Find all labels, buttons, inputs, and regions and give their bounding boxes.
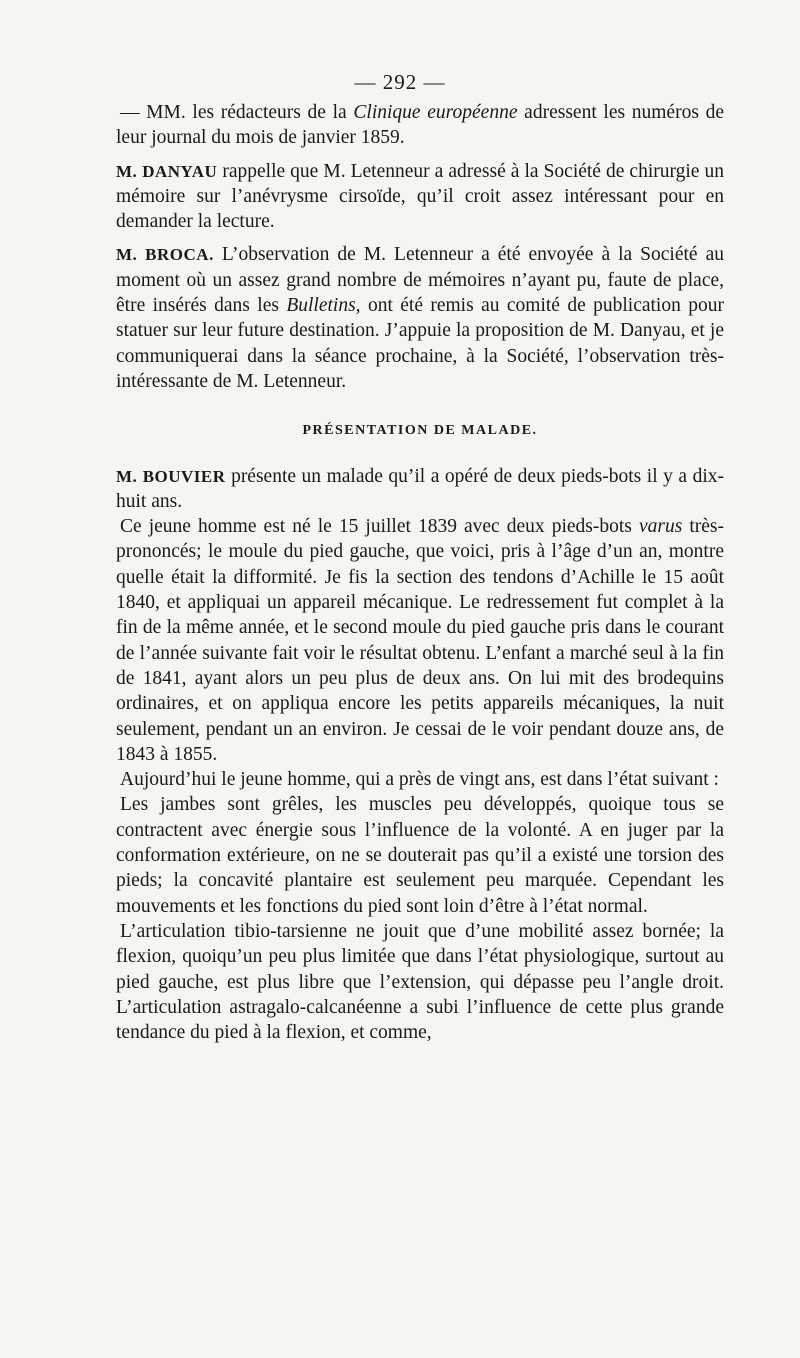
section-heading: PRÉSENTATION DE MALADE. — [302, 423, 538, 439]
speaker-name: M. DANYAU — [116, 161, 218, 181]
paragraph-broca — [116, 242, 724, 394]
paragraph-text: , ont été remis au comité de publication pour statuer sur leur future destination. J’appuie la proposition de M. Danyau, et je communiquerai dans la séance prochaine, à la Société, l’observation très-intéressante de M. Letenneur. — [116, 295, 724, 392]
page-number: — 292 — — [354, 70, 446, 94]
journal-title: Clinique européenne — [353, 102, 518, 123]
paragraph-case-history — [116, 514, 724, 767]
paragraph-text: très-prononcés; le moule du pied gauche, que voici, pris à l’âge d’un an, montre quelle était la difformité. Je fis la section des tendons d’Achille le 15 août 1840, et appliquai un appareil mécanique. Le redressement fut complet à la fin de la même année, et le second moule du pied gauche pris dans le courant de l’année suivante fait voir le résultat obtenu. L’enfant a marché seul à la fin de 1841, ayant alors un peu plus de deux ans. On lui mit des brodequins ordinaires, et on appliqua encore les petits appareils mécaniques, la nuit seulement, pendant un an environ. Je cessai de le voir pendant douze ans, de 1843 à 1855. — [116, 516, 724, 765]
paragraph-text: rappelle que M. Letenneur a adressé à la Société de chirurgie un mémoire sur l’anévrysme cirsoïde, qu’il croit assez intéressant pour en demander la lecture. — [116, 160, 724, 233]
paragraph-danyau — [116, 159, 724, 235]
paragraph-text: adressent les numéros de leur journal du mois de janvier 1859. — [116, 102, 725, 149]
paragraph-articulation: L’articulation tibio-tarsienne ne jouit que d’une mobilité assez bornée; la flexion, quoiqu’un peu plus limitée que dans l’état physiologique, surtout au pied gauche, est plus libre que l’extension, qui dépasse peu l’angle droit. L’articulation astragalo-calcanéenne a subi l’influence de cette plus grande tendance du pied à la flexion, et comme, — [116, 920, 724, 1044]
speaker-name: M. BROCA. — [116, 245, 214, 265]
paragraph-bouvier — [116, 464, 724, 515]
bulletins-title: Bulletins — [286, 295, 356, 317]
paragraph-text: — MM. les rédacteurs de la — [120, 102, 354, 123]
paragraph-text: L’observation de M. Letenneur a été envoyée à la Société au moment où un assez grand nombre de mémoires n’ayant pu, faute de place, être insérés dans les — [116, 244, 724, 317]
paragraph-text: présente un malade qu’il a opéré de deux pieds-bots il y a dix-huit ans. — [116, 465, 724, 512]
varus-term: varus — [638, 516, 683, 538]
speaker-name: M. BOUVIER — [116, 466, 226, 486]
paragraph-text: Ce jeune homme est né le 15 juillet 1839 avec deux pieds-bots — [120, 516, 639, 538]
body-text — [116, 100, 724, 1045]
paragraph-legs: Les jambes sont grêles, les muscles peu développés, quoique tous se contractent avec énergie sous l’influence de la volonté. A en juger par la conformation extérieure, on ne se douterait pas qu’il a existé une torsion des pieds; la concavité plantaire est seulement peu marquée. Cependant les mouvements et les fonctions du pied sont loin d’être à l’état normal. — [116, 794, 724, 917]
paragraph-current-state: Aujourd’hui le jeune homme, qui a près de vingt ans, est dans l’état suivant : — [120, 769, 719, 791]
paragraph-journal-notice — [116, 100, 724, 151]
